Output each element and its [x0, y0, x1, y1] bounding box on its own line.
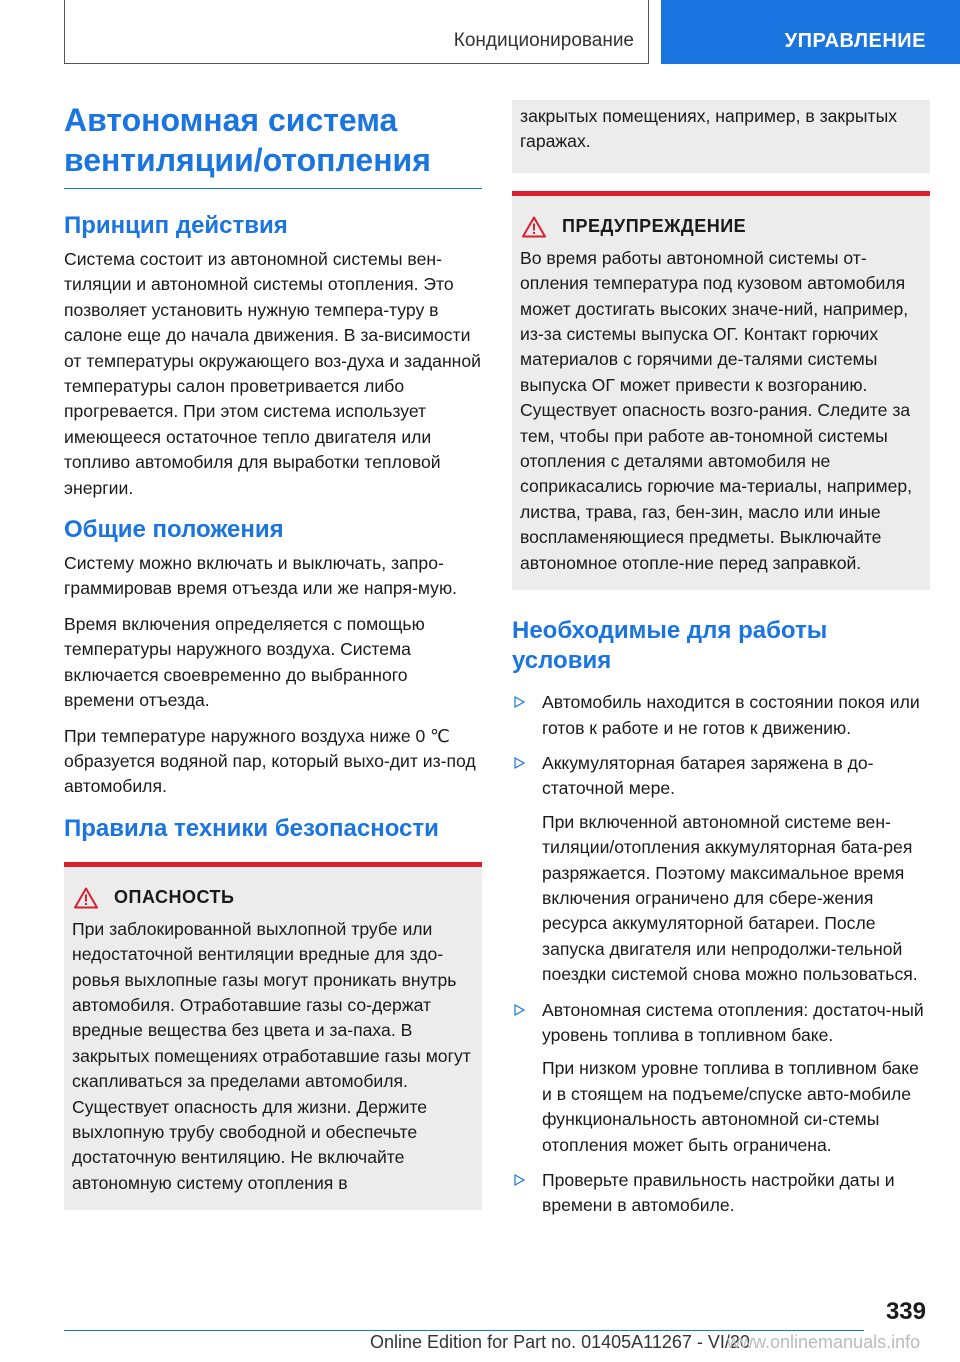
danger-title: ОПАСНОСТЬ [114, 887, 235, 908]
footer-edition: Online Edition for Part no. 01405A11267 - VI/20 [370, 1332, 750, 1352]
list-item [512, 1168, 930, 1219]
header-chapter-tab [661, 0, 960, 64]
page-title-line2: вентиляции/отопления [64, 142, 431, 178]
warning-triangle-icon [522, 216, 546, 238]
footer-brand-link[interactable]: www.onlinemanuals.info [727, 1332, 921, 1352]
list-triangle-icon [514, 696, 525, 708]
left-column [64, 100, 482, 1210]
list-item-subtext: При низком уровне топлива в топливном баке и в стоящем на подъеме/спуске авто-мобиле функциональность автономной си-стемы отопления может быть ограничена. [542, 1058, 919, 1155]
danger-box [64, 862, 482, 1210]
danger-header [64, 867, 482, 917]
heading-principle: Принцип действия [64, 212, 288, 239]
list-item-text: Аккумуляторная батарея заряжена в до-статочной мере. [542, 752, 874, 799]
header-chapter-title: УПРАВЛЕНИЕ [784, 30, 926, 52]
right-column [512, 100, 930, 1229]
warning-title: ПРЕДУПРЕЖДЕНИЕ [562, 216, 747, 237]
paragraph-general-1: Систему можно включать и выключать, запро-граммировав время отъезда или же напря-мую. [64, 553, 458, 599]
list-item [512, 690, 930, 741]
list-item-text: Автономная система отопления: достаточ-ный уровень топлива в топливном баке. [542, 999, 924, 1045]
list-item [512, 998, 930, 1158]
page-title-line1: Автономная система [64, 102, 398, 138]
list-item-text: Автомобиль находится в состоянии покоя или готов к работе и не готов к движению. [542, 692, 920, 738]
paragraph-general-3: При температуре наружного воздуха ниже 0 ℃ образуется водяной пар, который выхо-дит из-под автомобиля. [64, 725, 476, 797]
danger-text-continued: закрытых помещениях, например, в закрытых гаражах. [520, 106, 898, 152]
warning-text: Во время работы автономной системы от-опления температура под кузовом автомобиля может достигать высоких значе-ний, например, из-за системы выпуска ОГ. Контакт горючих материалов с горячими де-талями системы выпуска ОГ может привести к возгоранию. Существует опасность возго-рания. Следите за тем, чтобы при работе ав-тономной системы отопления с деталями автомобиля не соприкасались горючие ма-териалы, например, листва, трава, газ, бен-зин, масло или иные воспламеняющиеся предметы. Выключайте автономное отопле-ние перед заправкой. [520, 247, 913, 573]
warning-header [512, 196, 930, 246]
list-item [512, 751, 930, 988]
danger-text: При заблокированной выхлопной трубе или недостаточной вентиляции вредные для здо-ровья выхлопные газы могут проникать внутрь автомобиля. Отработавшие газы со-держат вредные вещества без цвета и за-паха. В закрытых помещениях отработавшие газы могут скапливаться за пределами автомобиля. Существует опасность для жизни. Держите выхлопную трубу свободной и обеспечьте достаточную вентиляцию. Не включайте автономную систему отопления в [72, 918, 471, 1193]
heading-safety: Правила техники безопасности [64, 814, 439, 842]
requirements-list [512, 690, 930, 1219]
paragraph-principle: Система состоит из автономной системы вен-тиляции и автономной системы отопления. Это позволяет установить нужную темпера-туру в салоне еще до начала движения. В за-висимости от температуры окружающего воз-духа и заданной температуры салон проветривается либо прогревается. При этом система использует имеющееся остаточное тепло двигателя или топливо автомобиля для выработки тепловой энергии. [64, 249, 481, 498]
danger-box-continued [512, 100, 930, 173]
list-triangle-icon [514, 757, 525, 769]
heading-general: Общие положения [64, 516, 284, 544]
list-item-text: Проверьте правильность настройки даты и времени в автомобиле. [542, 1170, 895, 1216]
list-item-subtext: При включенной автономной системе вен-тиляции/отопления аккумуляторная бата-рея разряжается. Поэтому максимальное время включения ограничено для сбере-жения ресурса аккумуляторной батареи. После запуска двигателя или непродолжи-тельной поездки системой снова можно пользоваться. [542, 811, 918, 985]
warning-triangle-icon [74, 887, 98, 909]
paragraph-general-2: Время включения определяется с помощью температуры наружного воздуха. Система включается своевременно до выбранного времени отъезда. [64, 613, 425, 711]
page-title [64, 100, 482, 180]
list-triangle-icon [514, 1174, 525, 1186]
title-rule [64, 188, 482, 189]
heading-requirements: Необходимые для работы условия [512, 617, 828, 675]
list-triangle-icon [514, 1004, 525, 1016]
header-section-tab [64, 0, 649, 64]
footer-rule [64, 1330, 864, 1331]
warning-box [512, 191, 930, 590]
page-number: 339 [885, 1298, 926, 1325]
header-section-title: Кондиционирование [453, 30, 634, 51]
